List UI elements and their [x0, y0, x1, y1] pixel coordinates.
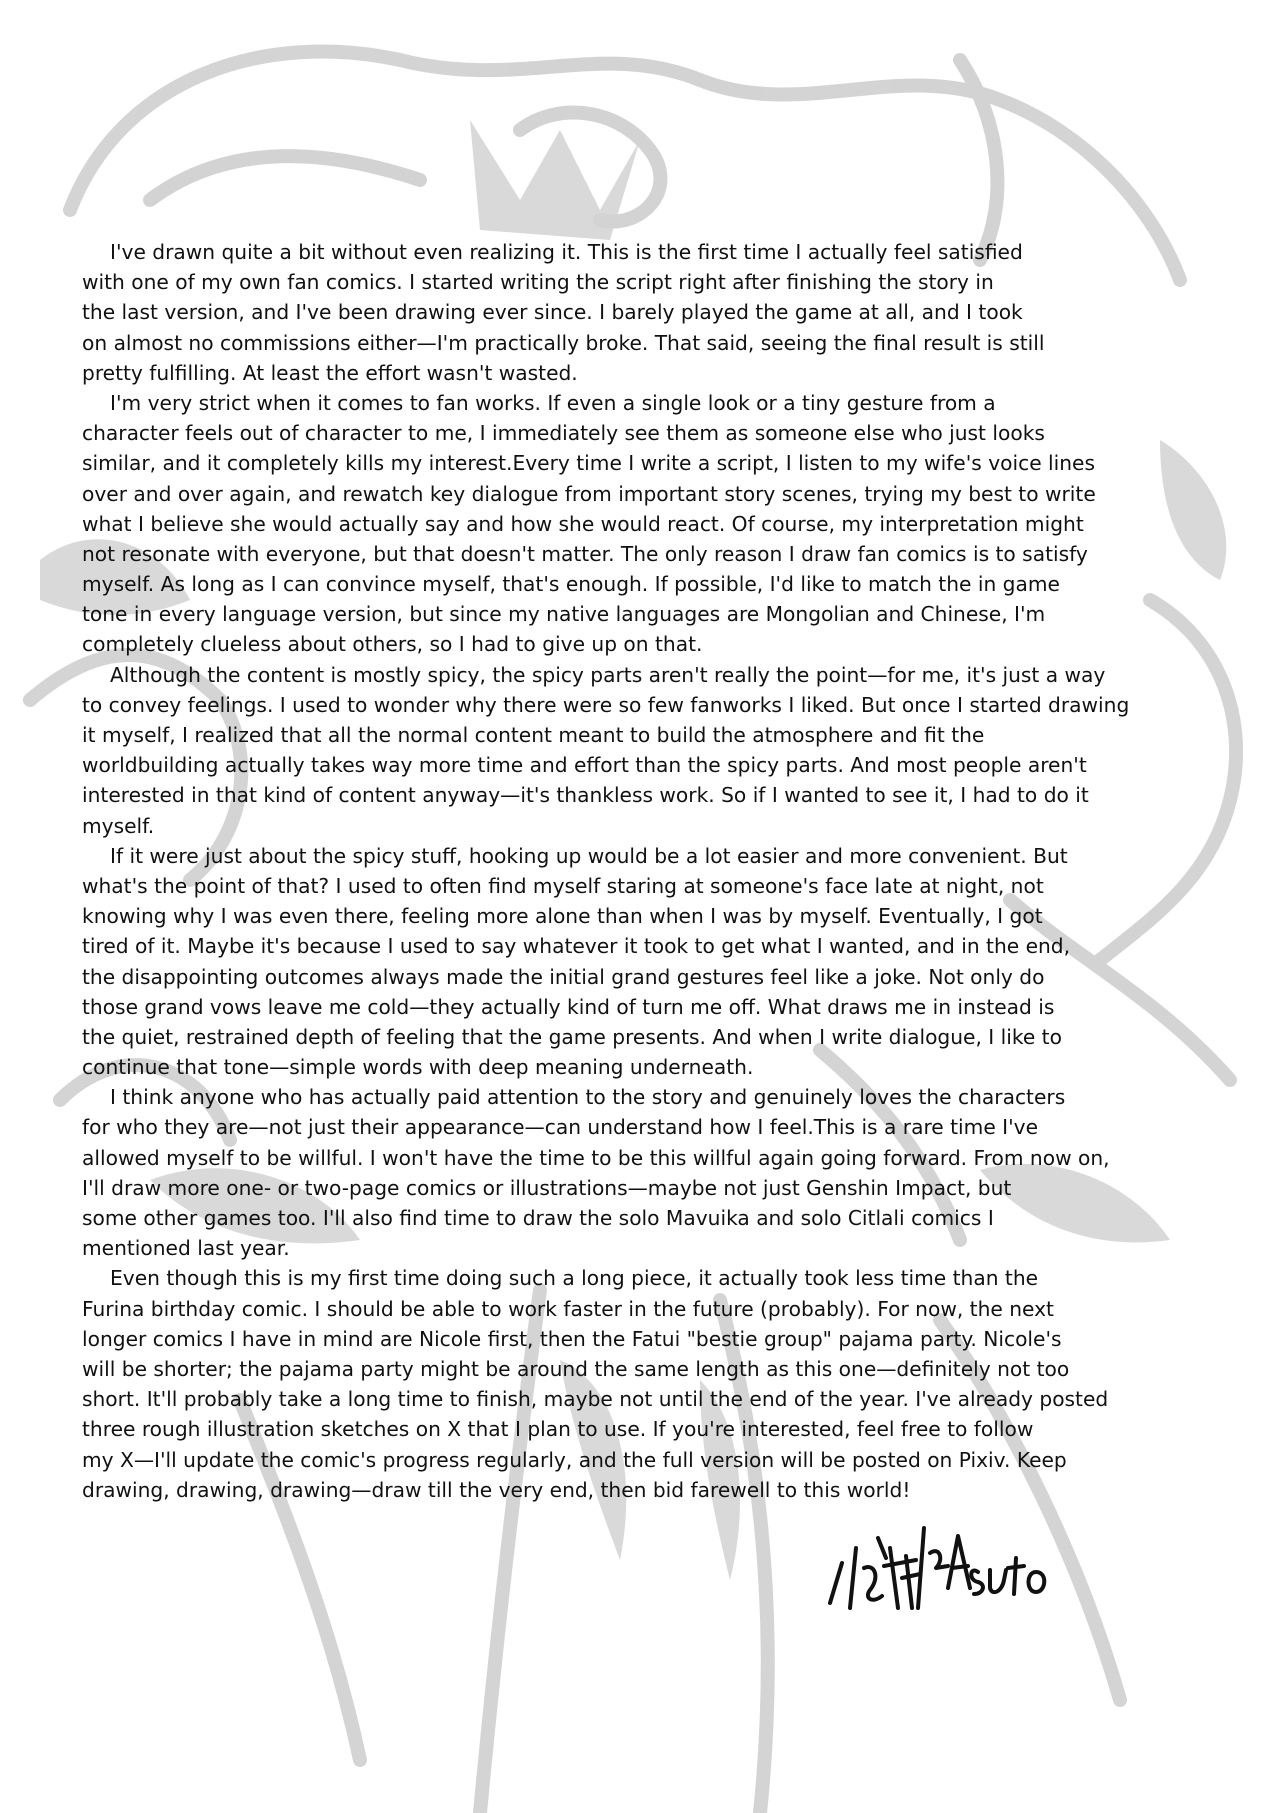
text-line: pretty fulfilling. At least the effort wasn't wasted.: [82, 360, 578, 385]
text-line: Although the content is mostly spicy, the spicy parts aren't really the point—for me, it's just a way: [110, 662, 1106, 687]
text-line: allowed myself to be willful. I won't have the time to be this willful again going forward. From now on,: [82, 1145, 1110, 1170]
text-line: those grand vows leave me cold—they actually kind of turn me off. What draws me in instead is: [82, 994, 1055, 1019]
text-line: similar, and it completely kills my interest.Every time I write a script, I listen to my wife's voice lines: [82, 451, 1095, 476]
text-line: interested in that kind of content anyway—it's thankless work. So if I wanted to see it, I had to do it: [82, 783, 1089, 808]
text-line: three rough illustration sketches on X that I plan to use. If you're interested, feel free to follow: [82, 1417, 1034, 1442]
text-line: tone in every language version, but since my native languages are Mongolian and Chinese, I'm: [82, 602, 1046, 627]
text-line: I think anyone who has actually paid attention to the story and genuinely loves the characters: [110, 1085, 1066, 1110]
text-line: tired of it. Maybe it's because I used to say whatever it took to get what I wanted, and in the end,: [82, 934, 1071, 959]
text-line: to convey feelings. I used to wonder why there were so few fanworks I liked. But once I started drawing: [82, 692, 1130, 717]
text-line: over and over again, and rewatch key dialogue from important story scenes, trying my best to write: [82, 481, 1096, 506]
text-line: mentioned last year.: [82, 1236, 290, 1261]
text-line: the quiet, restrained depth of feeling that the game presents. And when I write dialogue, I like to: [82, 1024, 1062, 1049]
text-line: drawing, drawing, drawing—draw till the very end, then bid farewell to this world!: [82, 1477, 911, 1502]
text-line: character feels out of character to me, I immediately see them as someone else who just looks: [82, 421, 1045, 446]
text-line: it myself, I realized that all the normal content meant to build the atmosphere and fit the: [82, 723, 985, 747]
text-line: with one of my own fan comics. I started writing the script right after finishing the story in: [82, 270, 994, 295]
text-line: my X—I'll update the comic's progress regularly, and the full version will be posted on Pixiv. Keep: [82, 1447, 1067, 1472]
text-line: I'm very strict when it comes to fan works. If even a single look or a tiny gesture from a: [110, 390, 996, 415]
text-line: Furina birthday comic. I should be able to work faster in the future (probably). For now, the next: [82, 1296, 1054, 1321]
text-line: I've drawn quite a bit without even realizing it. This is the first time I actually feel satisfied: [110, 240, 1023, 264]
text-line: myself. As long as I can convince myself, that's enough. If possible, I'd like to match the in game: [82, 572, 1060, 597]
text-line: I'll draw more one- or two-page comics or illustrations—maybe not just Genshin Impact, but: [82, 1175, 1012, 1200]
text-line: will be shorter; the pajama party might be around the same length as this one—definitely not too: [82, 1356, 1070, 1381]
text-line: not resonate with everyone, but that doesn't matter. The only reason I draw fan comics is to satisfy: [82, 541, 1088, 566]
text-line: what's the point of that? I used to often find myself staring at someone's face late at night, not: [82, 873, 1044, 898]
text-line: for who they are—not just their appearance—can understand how I feel.This is a rare time I've: [82, 1115, 1039, 1140]
text-line: the disappointing outcomes always made the initial grand gestures feel like a joke. Not only do: [82, 964, 1045, 989]
signature-image: [820, 1508, 1060, 1620]
text-line: knowing why I was even there, feeling more alone than when I was by myself. Eventually, I got: [82, 904, 1043, 929]
text-line: short. It'll probably take a long time to finish, maybe not until the end of the year. I've already posted: [82, 1387, 1109, 1412]
text-line: some other games too. I'll also find time to draw the solo Mavuika and solo Citlali comics I: [82, 1206, 994, 1230]
afterword-text: [82, 237, 1232, 1505]
text-line: Even though this is my first time doing such a long piece, it actually took less time than the: [110, 1266, 1039, 1291]
text-line: on almost no commissions either—I'm practically broke. That said, seeing the final result is still: [82, 330, 1045, 355]
text-line: worldbuilding actually takes way more time and effort than the spicy parts. And most people aren't: [82, 753, 1087, 778]
text-line: myself.: [82, 813, 155, 838]
text-line: longer comics I have in mind are Nicole first, then the Fatui "bestie group" pajama party. Nicole's: [82, 1326, 1062, 1351]
text-line: what I believe she would actually say and how she would react. Of course, my interpretation might: [82, 511, 1084, 536]
text-line: If it were just about the spicy stuff, hooking up would be a lot easier and more convenient. But: [110, 843, 1068, 868]
text-line: completely clueless about others, so I had to give up on that.: [82, 632, 703, 657]
text-line: continue that tone—simple words with deep meaning underneath.: [82, 1055, 754, 1080]
text-line: the last version, and I've been drawing ever since. I barely played the game at all, and I took: [82, 300, 1023, 325]
